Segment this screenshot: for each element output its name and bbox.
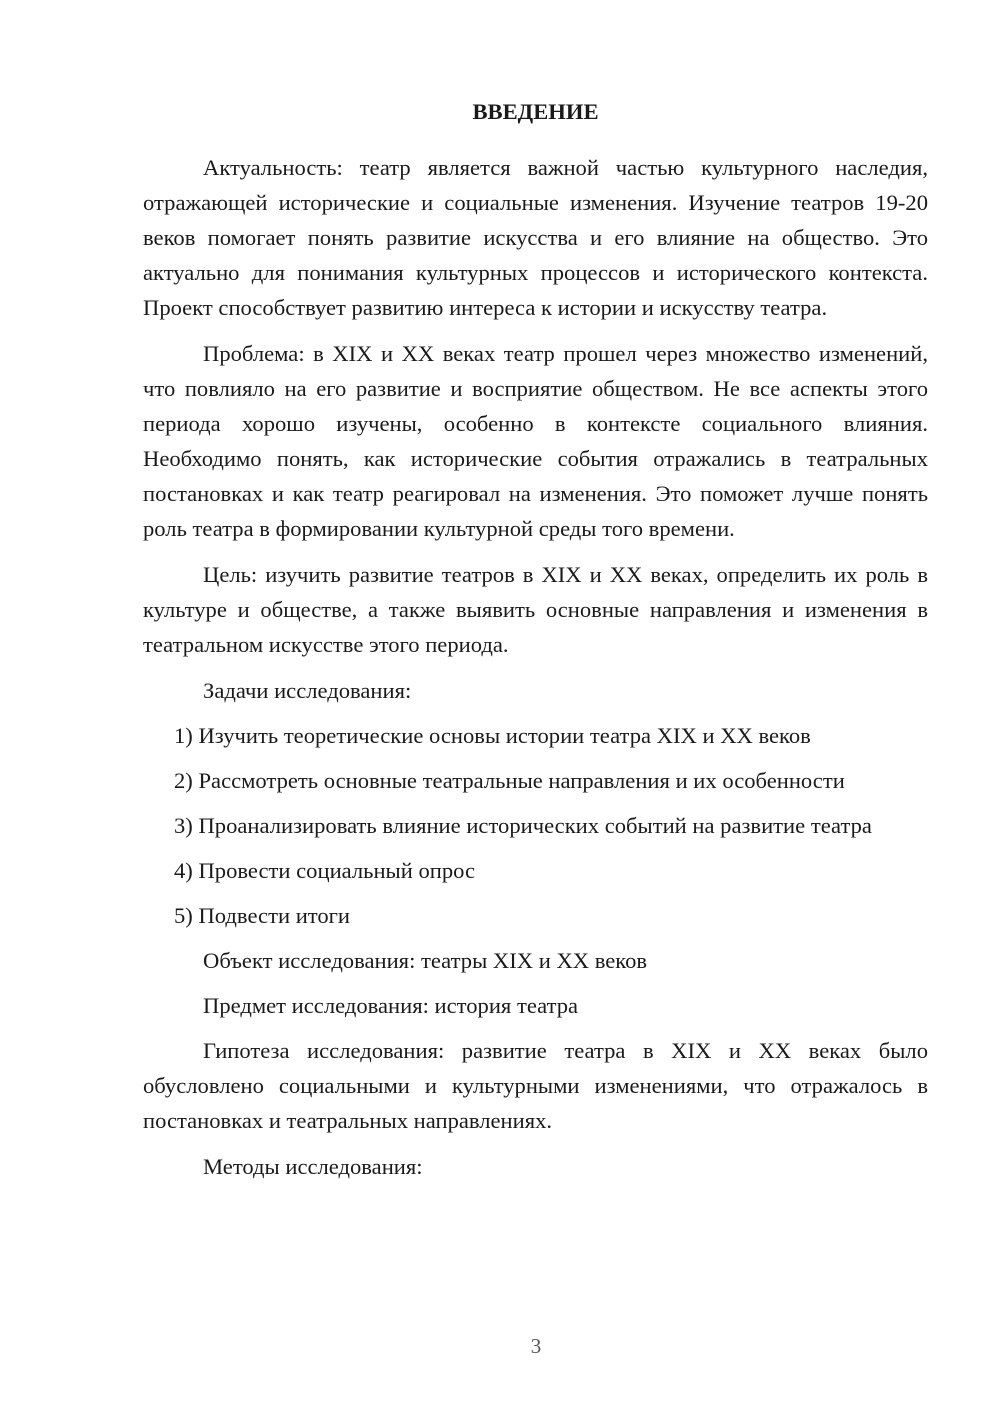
paragraph-goal: Цель: изучить развитие театров в XIX и XX веках, определить их роль в культуре и обществе, а также выявить основные направления и изменения в театральном искусстве этого периода. bbox=[143, 562, 928, 657]
list-item: 2) Рассмотреть основные театральные направления и их особенности bbox=[174, 768, 845, 793]
list-item: 4) Провести социальный опрос bbox=[174, 858, 476, 883]
paragraph-relevance: Актуальность: театр является важной частью культурного наследия, отражающей исторические и социальные изменения. Изучение театров 19-20 веков помогает понять развитие искусства и его влияние на общество. Это актуально для понимания культурных процессов и исторического контекста. Проект способствует развитию интереса к истории и искусству театра. bbox=[143, 155, 928, 320]
list-item: 1) Изучить теоретические основы истории театра XIX и XX веков bbox=[174, 723, 811, 748]
document-page bbox=[143, 94, 928, 1194]
paragraph-problem: Проблема: в XIX и XX веках театр прошел через множество изменений, что повлияло на его развитие и восприятие обществом. Не все аспекты этого периода хорошо изучены, особенно в контексте социального влияния. Необходимо понять, как исторические события отражались в театральных постановках и как театр реагировал на изменения. Это поможет лучше понять роль театра в формировании культурной среды того времени. bbox=[143, 341, 928, 541]
page-number: 3 bbox=[530, 1334, 542, 1358]
section-title: ВВЕДЕНИЕ bbox=[472, 99, 599, 124]
tasks-list bbox=[143, 718, 928, 933]
research-subject: Предмет исследования: история театра bbox=[203, 993, 579, 1018]
research-object: Объект исследования: театры XIX и XX веков bbox=[203, 948, 648, 973]
methods-heading: Методы исследования: bbox=[203, 1154, 423, 1179]
paragraph-hypothesis: Гипотеза исследования: развитие театра в XIX и XX веках было обусловлено социальными и культурными изменениями, что отражалось в постановках и театральных направлениях. bbox=[143, 1038, 928, 1133]
tasks-heading: Задачи исследования: bbox=[203, 678, 412, 703]
list-item: 5) Подвести итоги bbox=[174, 903, 351, 928]
list-item: 3) Проанализировать влияние исторических событий на развитие театра bbox=[174, 813, 872, 838]
